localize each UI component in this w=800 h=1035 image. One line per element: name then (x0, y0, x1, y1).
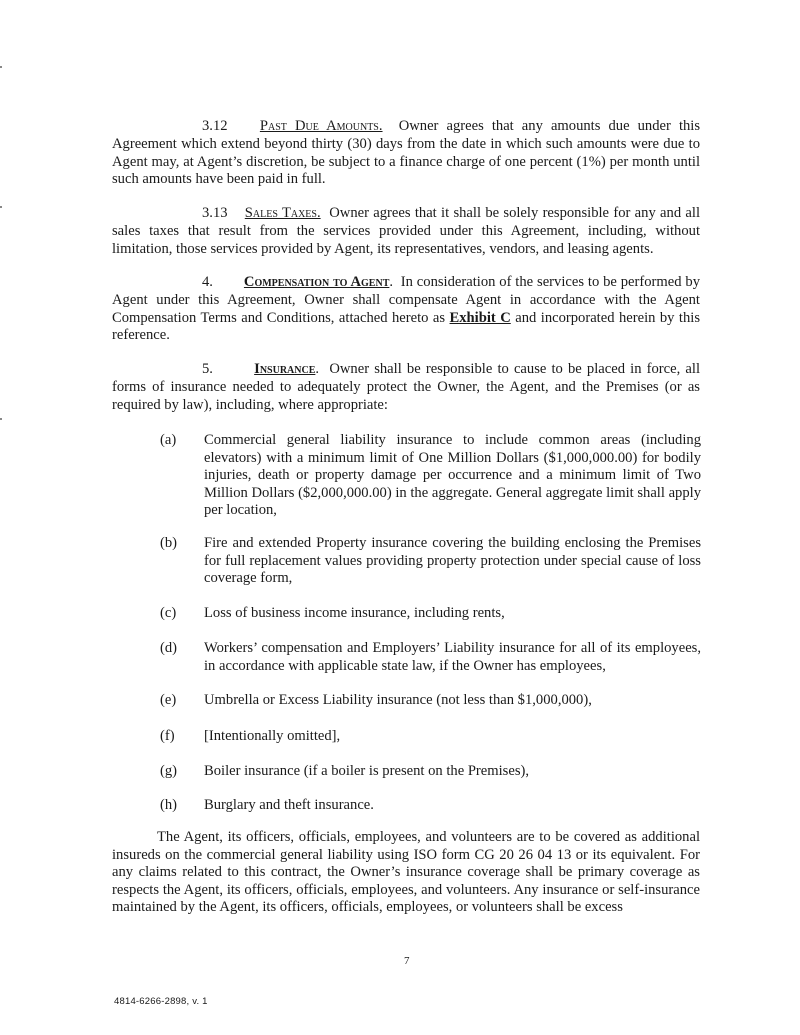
item-label: (c) (160, 605, 177, 621)
section-number: 3.13 (202, 205, 228, 221)
item-text: Loss of business income insurance, including rents, (204, 605, 505, 621)
section-3-13 (112, 205, 700, 258)
item-text: [Intentionally omitted], (204, 728, 341, 744)
item-text: Umbrella or Excess Liability insurance (not less than $1,000,000), (204, 692, 592, 708)
section-number: 4. (202, 274, 213, 290)
item-label: (h) (160, 797, 178, 813)
page-number: 7 (404, 955, 410, 967)
item-label: (f) (160, 728, 175, 744)
document-id: 4814-6266-2898, v. 1 (114, 996, 208, 1007)
section-body: Owner agrees that any amounts due under this Agreement which extend beyond thirty (30) days from the date in which such amounts were due to Agent may, at Agent’s discretion, be subject to a finance charge of one percent (1%) per month until such amounts have been paid in full. (112, 118, 701, 188)
section-body: Owner shall be responsible to cause to be placed in force, all forms of insurance needed to adequately protect the Owner, the Agent, and the Premises (or as required by law), including, where appropriate: (112, 361, 701, 413)
section-body-tail: and incorporated herein by this reference. (112, 309, 701, 344)
section-heading: Compensation to Agent (243, 274, 390, 290)
section-3-12 (112, 118, 700, 189)
item-text: Commercial general liability insurance to include common areas (including elevators) with a minimum limit of One Million Dollars ($1,000,000.00) for bodily injuries, death or property damage per occurrence and a minimum limit of Two Million Dollars ($2,000,000.00) in the aggregate. General aggregate limit shall apply per location, (204, 432, 701, 518)
exhibit-reference: Exhibit C (449, 309, 511, 326)
item-text: Boiler insurance (if a boiler is present on the Premises), (204, 763, 530, 779)
item-label: (b) (160, 535, 178, 551)
additional-insured-paragraph: The Agent, its officers, officials, employees, and volunteers are to be covered as additional insureds on the commercial general liability using ISO form CG 20 26 04 13 or its equivalent. For any claims related to this contract, the Owner’s insurance coverage shall be primary coverage as respects the Agent, its officers, officials, employees, and volunteers. Any insurance or self-insurance maintained by the Agent, its officers, officials, employees, or volunteers shall be excess (112, 829, 700, 915)
item-label: (a) (160, 432, 177, 448)
section-heading: Insurance (254, 361, 316, 377)
item-text: Burglary and theft insurance. (204, 797, 374, 813)
scan-margin-mark (0, 418, 2, 420)
item-text: Workers’ compensation and Employers’ Liability insurance for all of its employees, in accordance with applicable state law, if the Owner has employees, (204, 640, 701, 674)
item-label: (e) (160, 692, 177, 708)
scan-margin-mark (0, 66, 2, 68)
item-label: (g) (160, 763, 178, 779)
section-number: 5. (202, 361, 213, 377)
section-5: 5. Insurance. Owner shall be responsible to cause to be placed in force, all forms of insurance needed to adequately protect the Owner, the Agent, and the Premises (or as required by law), including, where appropriate: (112, 361, 701, 413)
item-text: Fire and extended Property insurance covering the building enclosing the Premises for full replacement values providing property protection under special cause of loss coverage form, (204, 535, 701, 586)
section-number: 3.12 (202, 118, 228, 134)
section-heading: Past Due Amounts. (259, 118, 383, 134)
section-body: Owner agrees that it shall be solely responsible for any and all sales taxes that result from the services provided under this Agreement, including, without limitation, those services provided by Agent, its representatives, vendors, and leasing agents. (112, 205, 701, 257)
section-heading: Sales Taxes. (244, 205, 321, 221)
section-body: In consideration of the services to be performed by Agent under this Agreement, Owner shall compensate Agent in accordance with the Agent Compensation Terms and Conditions, attached hereto as (112, 274, 700, 326)
item-label: (d) (160, 640, 178, 656)
section-4: 4. Compensation to Agent. In consideration of the services to be performed by Agent under this Agreement, Owner shall compensate Agent in accordance with the Agent Compensation Terms and Conditions, attached hereto as Exhibit C and incorporated herein by this reference. (112, 274, 701, 344)
scan-margin-mark (0, 206, 2, 208)
